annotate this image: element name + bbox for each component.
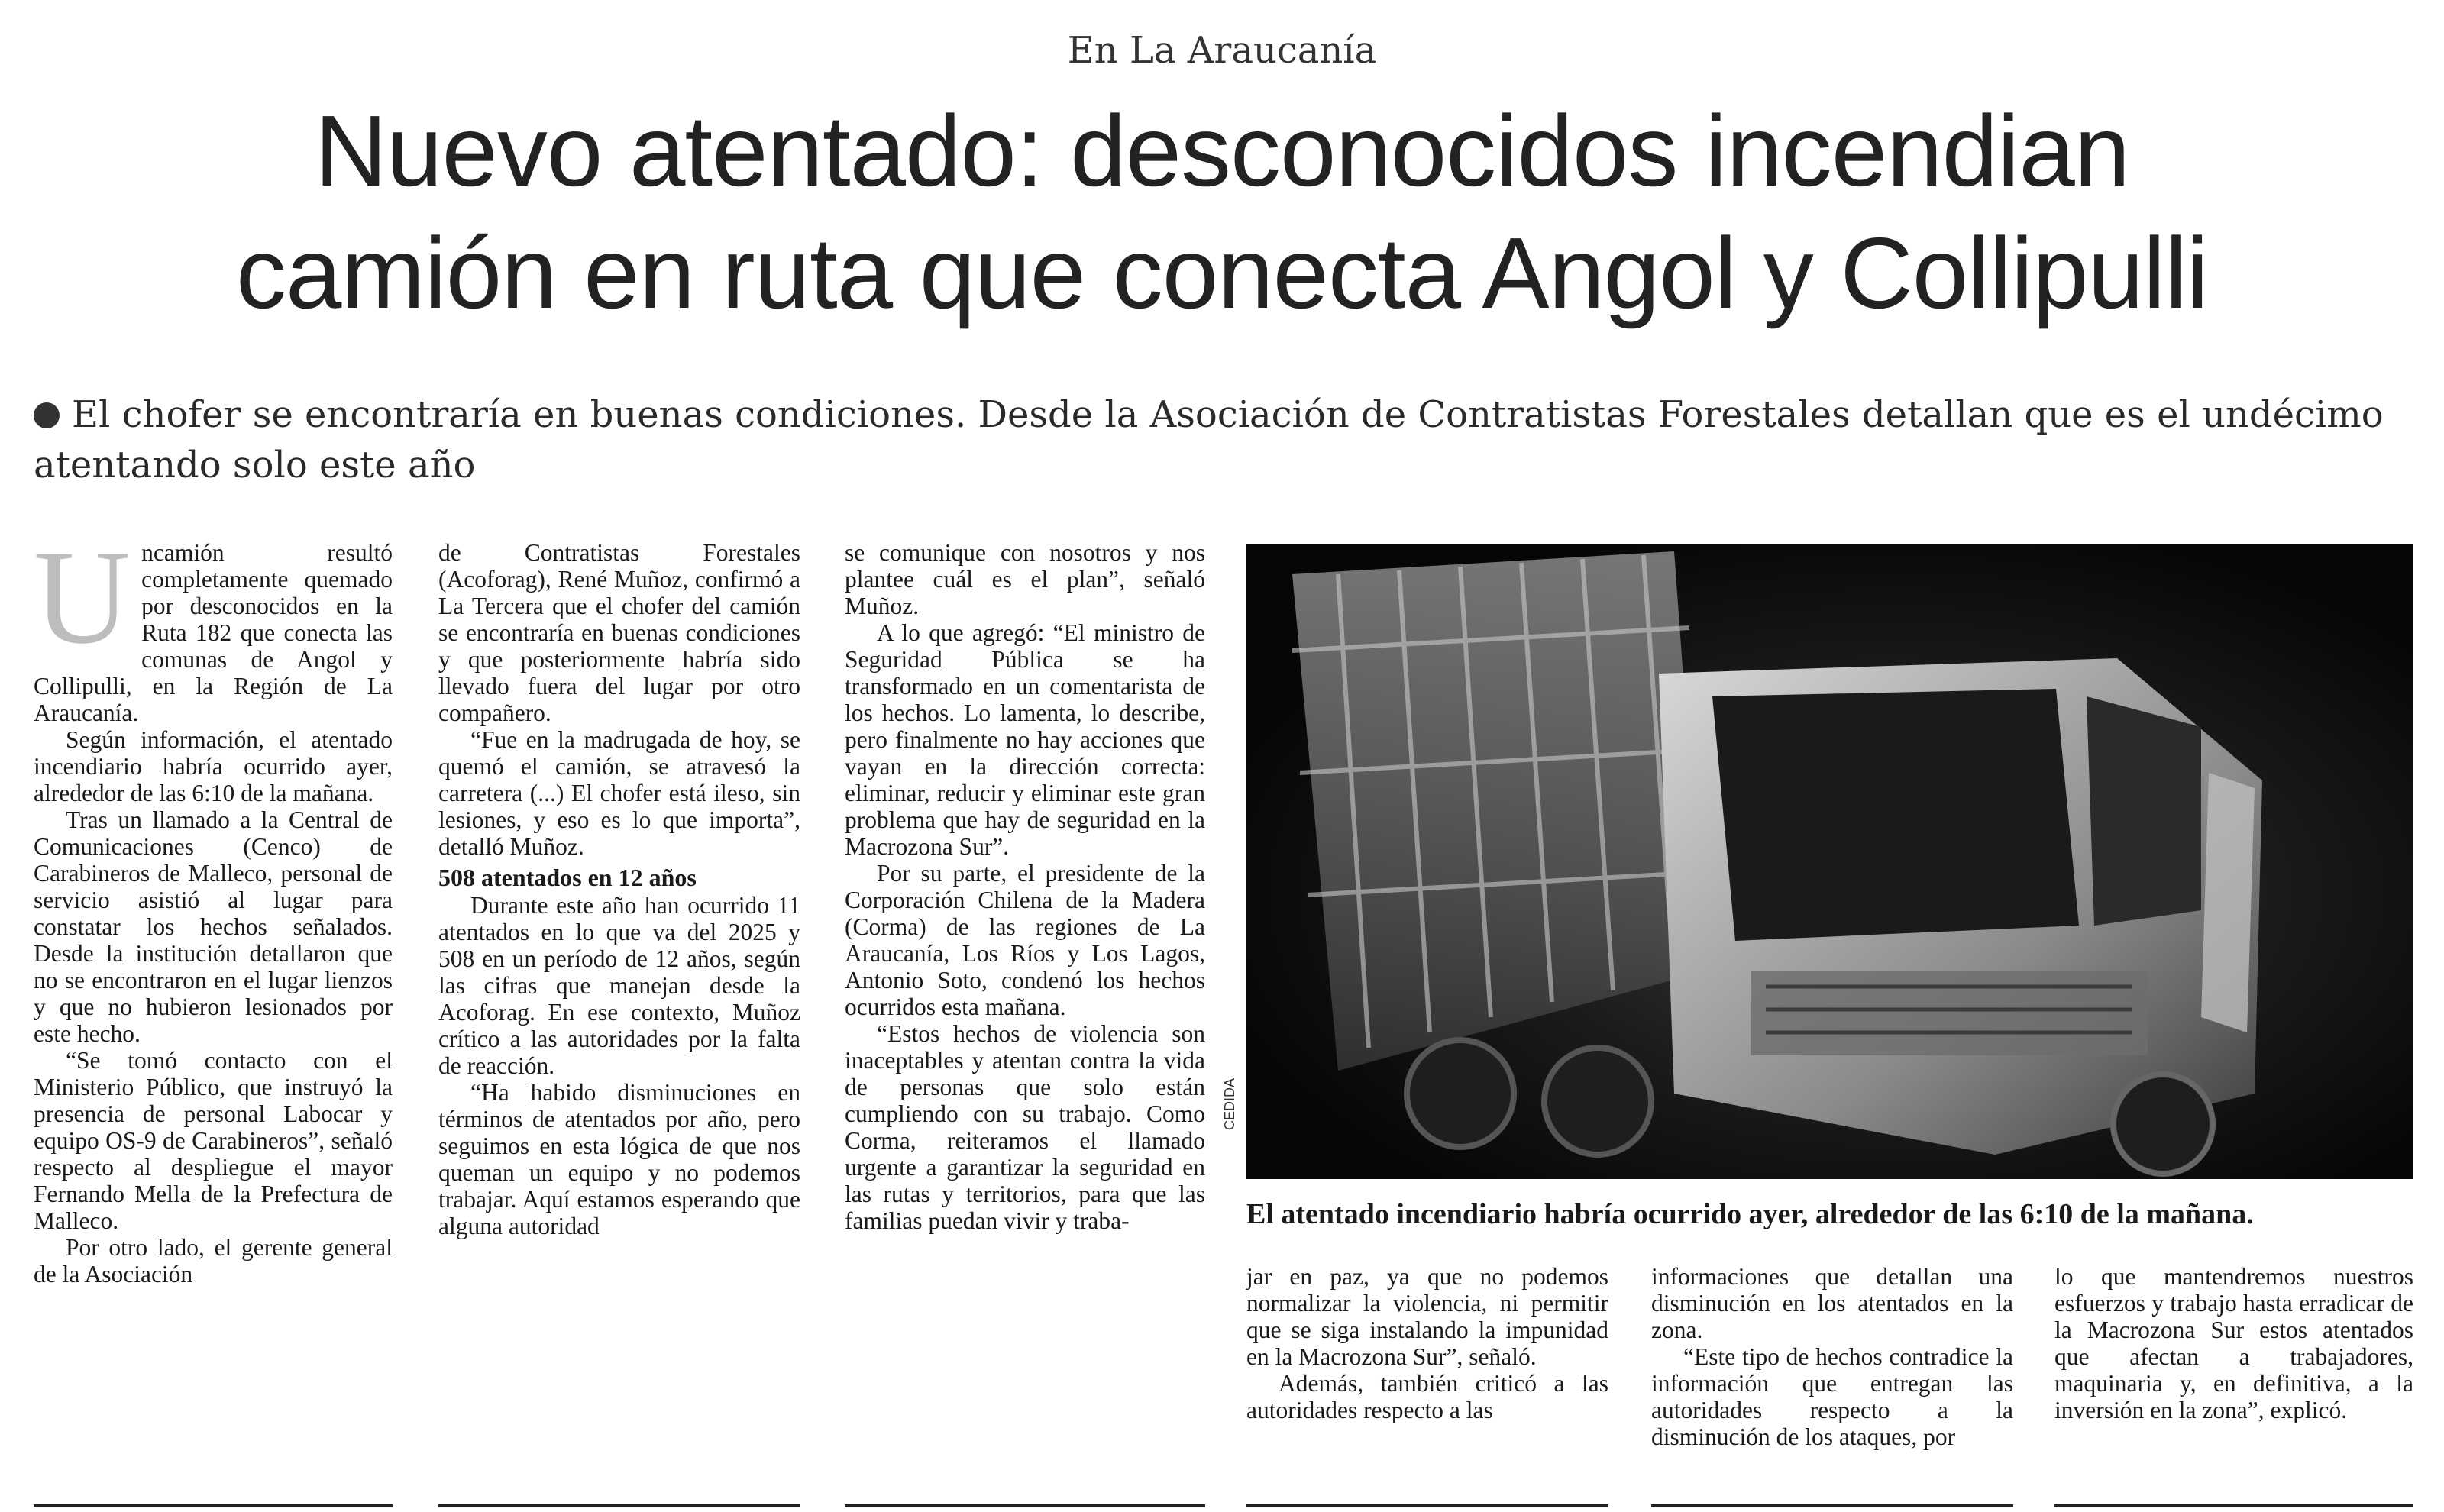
burned-truck-illustration xyxy=(1246,544,2413,1179)
section-kicker: En La Araucanía xyxy=(1067,29,1377,72)
paragraph: informaciones que detallan una disminución en los atentados en la zona. xyxy=(1651,1263,2013,1343)
column-rule xyxy=(34,1504,393,1507)
article-column-1 xyxy=(34,523,393,1287)
paragraph: Durante este año han ocurrido 11 atentados en lo que va del 2025 y 508 en un período de 12 años, según las cifras que manejan desde la Acoforag. En ese contexto, Muñoz crítico a las autoridades por la falta de reacción. xyxy=(438,892,800,1079)
paragraph: Por otro lado, el gerente general de la Asociación xyxy=(34,1234,393,1287)
paragraph: ncamión resultó completamente quemado por desconocidos en la Ruta 182 que conecta las comunas de Angol y Collipulli, en la Región de La Araucanía. xyxy=(34,539,393,726)
subheading: 508 atentados en 12 años xyxy=(438,864,697,891)
paragraph: jar en paz, ya que no podemos normalizar la violencia, ni permitir que se siga instalando la impunidad en la Macrozona Sur”, señaló. xyxy=(1246,1263,1608,1370)
paragraph: se comunique con nosotros y nos plantee cuál es el plan”, señaló Muñoz. xyxy=(845,539,1205,619)
column-rule xyxy=(845,1504,1205,1507)
paragraph: Según información, el atentado incendiario habría ocurrido ayer, alrededor de las 6:10 de la mañana. xyxy=(34,726,393,806)
article-column-4 xyxy=(1246,1263,1608,1423)
paragraph: “Se tomó contacto con el Ministerio Público, que instruyó la presencia de personal Labocar y equipo OS-9 de Carabineros”, señaló respecto al despliegue el mayor Fernando Mella de la Prefectura de Malleco. xyxy=(34,1047,393,1234)
paragraph: “Estos hechos de violencia son inaceptables y atentan contra la vida de personas que solo están cumpliendo con su trabajo. Como Corma, reiteramos el llamado urgente a garantizar la seguridad en las rutas y territorios, para que las familias puedan vivir y traba- xyxy=(845,1020,1205,1234)
headline xyxy=(31,90,2413,334)
paragraph: de Contratistas Forestales (Acoforag), René Muñoz, confirmó a La Tercera que el chofer del camión se encontraría en buenas condiciones y que posteriormente habría sido llevado fuera del lugar por otro compañero. xyxy=(438,539,800,726)
paragraph: “Ha habido disminuciones en términos de atentados por año, pero seguimos en esta lógica de que nos queman un equipo y no podemos trabajar. Aquí estamos esperando que alguna autoridad xyxy=(438,1079,800,1239)
column-rule xyxy=(1246,1504,1608,1507)
article-column-5 xyxy=(1651,1263,2013,1450)
headline-line-1: Nuevo atentado: desconocidos incendian xyxy=(314,95,2130,207)
paragraph: Por su parte, el presidente de la Corporación Chilena de la Madera (Corma) de las regiones de La Araucanía, Los Ríos y Los Lagos, Antonio Soto, condenó los hechos ocurridos esta mañana. xyxy=(845,860,1205,1020)
paragraph: “Fue en la madrugada de hoy, se quemó el camión, se atravesó la carretera (...) El chofer está ileso, sin lesiones, y eso es lo que importa”, detalló Muñoz. xyxy=(438,726,800,860)
article-column-2 xyxy=(438,539,800,1239)
headline-line-2: camión en ruta que conecta Angol y Collipulli xyxy=(236,217,2208,329)
column-rule xyxy=(438,1504,800,1507)
dek-text: El chofer se encontraría en buenas condiciones. Desde la Asociación de Contratistas Forestales detallan que es el undécimo atentando solo este año xyxy=(34,393,2384,486)
paragraph: Además, también criticó a las autoridades respecto a las xyxy=(1246,1370,1608,1423)
article-column-3 xyxy=(845,539,1205,1234)
drop-cap: U xyxy=(34,523,131,672)
photo-caption: El atentado incendiario habría ocurrido ayer, alrededor de las 6:10 de la mañana. xyxy=(1246,1198,2254,1230)
truck-fire-photo xyxy=(1246,544,2413,1179)
photo-credit: CEDIDA xyxy=(1222,1077,1237,1130)
paragraph: “Este tipo de hechos contradice la información que entregan las autoridades respecto a la disminución de los ataques, por xyxy=(1651,1343,2013,1450)
paragraph: Tras un llamado a la Central de Comunicaciones (Cenco) de Carabineros de Malleco, personal de servicio asistió al lugar para constatar los hechos señalados. Desde la institución detallaron que no se encontraron en el lugar lienzos y que no hubieron lesionados por este hecho. xyxy=(34,806,393,1047)
article-column-6 xyxy=(2054,1263,2413,1423)
paragraph: A lo que agregó: “El ministro de Seguridad Pública se ha transformado en un comentarista de los hechos. Lo lamenta, lo describe, pero finalmente no hay acciones que vayan en la dirección correcta: eliminar, reducir y eliminar este gran problema que hay de seguridad en la Macrozona Sur”. xyxy=(845,619,1205,860)
bullet-icon xyxy=(34,402,60,428)
paragraph: lo que mantendremos nuestros esfuerzos y trabajo hasta erradicar de la Macrozona Sur estos atentados que afectan a trabajadores, maquinaria y, en definitiva, a la inversión en la zona”, explicó. xyxy=(2054,1263,2413,1423)
column-rule xyxy=(1651,1504,2013,1507)
dek xyxy=(34,389,2417,490)
column-rule xyxy=(2054,1504,2413,1507)
